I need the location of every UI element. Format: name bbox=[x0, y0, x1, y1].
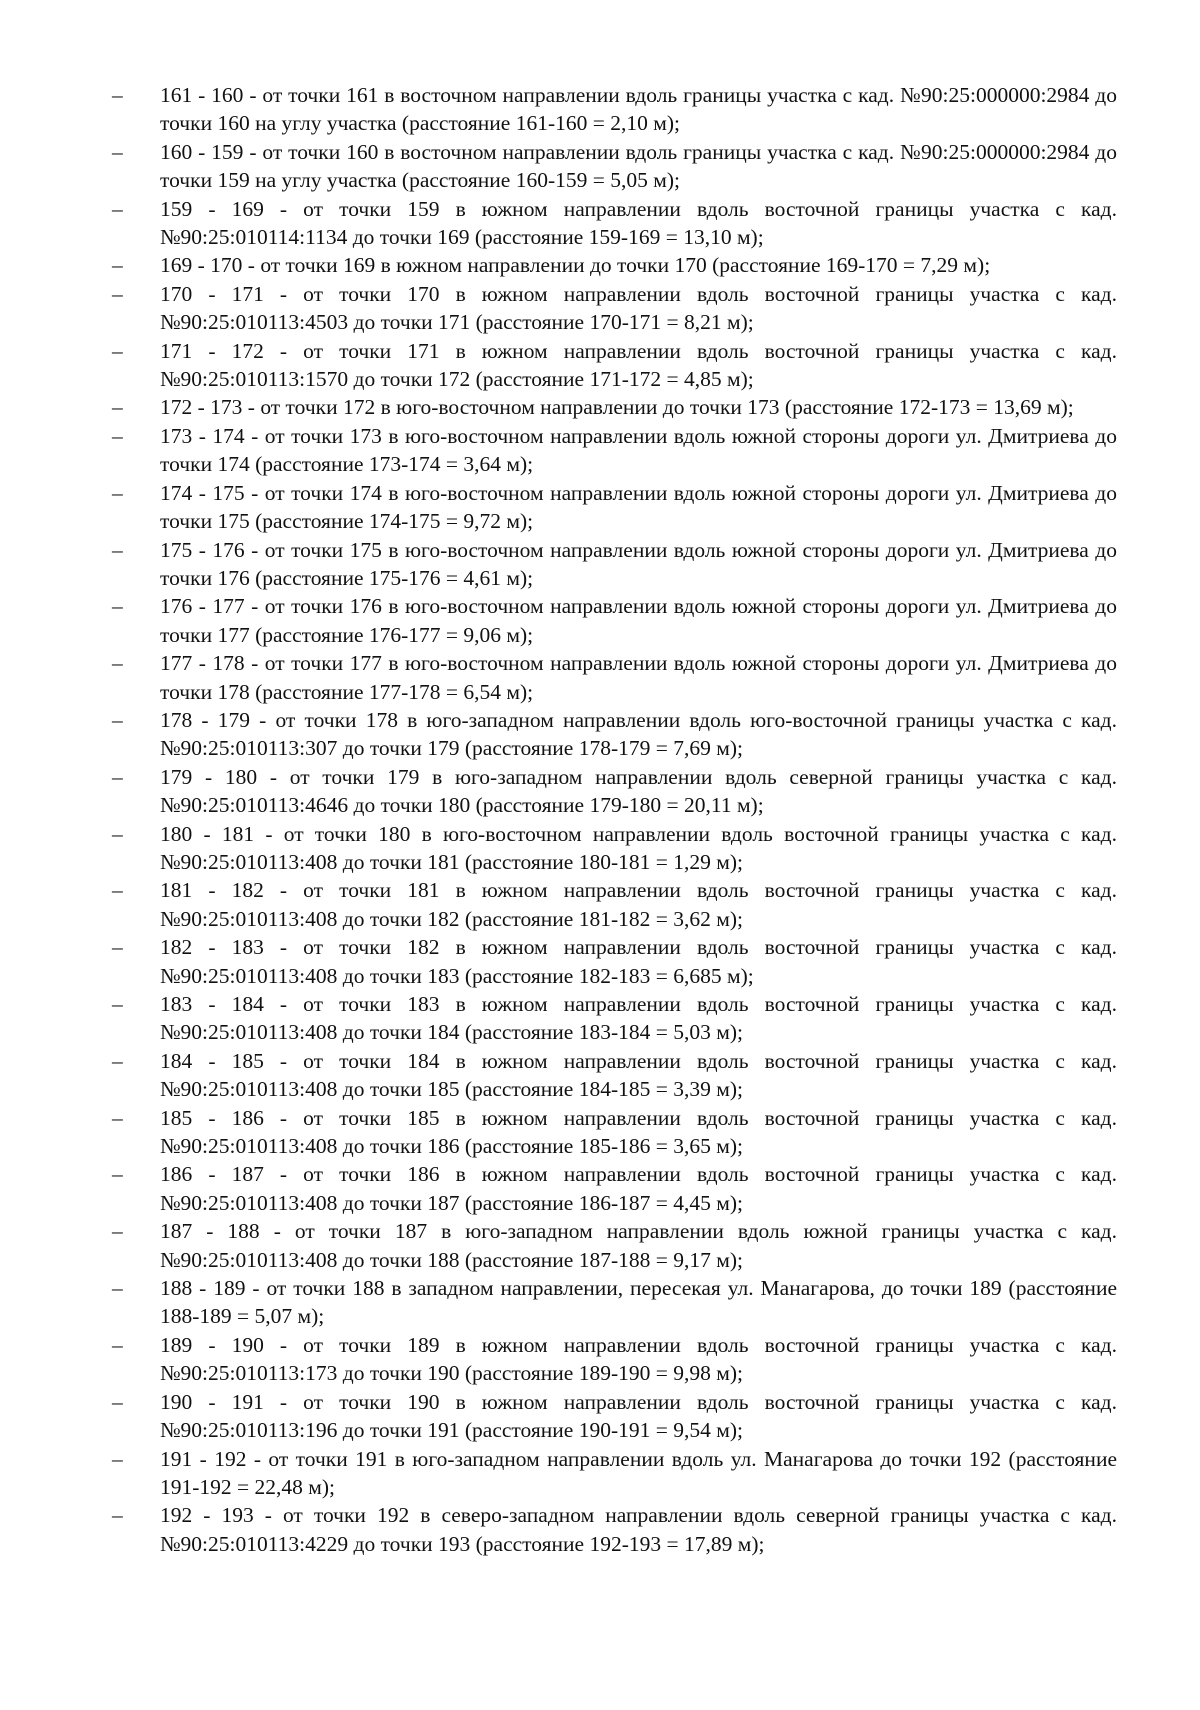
list-item bbox=[112, 649, 1117, 706]
list-item bbox=[112, 337, 1117, 394]
segment-description: 170 - 171 - от точки 170 в южном направлении вдоль восточной границы участка с кад. №90:25:010113:4503 до точки 171 (расстояние 170-171 = 8,21 м); bbox=[160, 281, 1117, 335]
list-item bbox=[112, 763, 1117, 820]
list-item bbox=[112, 706, 1117, 763]
list-bullet: – bbox=[112, 253, 123, 278]
list-item bbox=[112, 422, 1117, 479]
list-bullet: – bbox=[112, 764, 123, 789]
segment-description: 190 - 191 - от точки 190 в южном направлении вдоль восточной границы участка с кад. №90:25:010113:196 до точки 191 (расстояние 190-191 = 9,54 м); bbox=[160, 1389, 1117, 1443]
list-bullet: – bbox=[112, 395, 123, 420]
segment-description: 174 - 175 - от точки 174 в юго-восточном направлении вдоль южной стороны дороги ул. Дмитриева до точки 175 (расстояние 174-175 = 9,72 м); bbox=[160, 480, 1117, 534]
list-item bbox=[112, 1274, 1117, 1331]
segment-description: 159 - 169 - от точки 159 в южном направлении вдоль восточной границы участка с кад. №90:25:010114:1134 до точки 169 (расстояние 159-169 = 13,10 м); bbox=[160, 196, 1117, 250]
segment-description: 169 - 170 - от точки 169 в южном направлении до точки 170 (расстояние 169-170 = 7,29 м); bbox=[160, 253, 991, 278]
list-item bbox=[112, 1445, 1117, 1502]
segment-description: 182 - 183 - от точки 182 в южном направлении вдоль восточной границы участка с кад. №90:25:010113:408 до точки 183 (расстояние 182-183 = 6,685 м); bbox=[160, 935, 1117, 988]
list-bullet: – bbox=[112, 423, 123, 448]
segment-description: 185 - 186 - от точки 185 в южном направлении вдоль восточной границы участка с кад. №90:25:010113:408 до точки 186 (расстояние 185-186 = 3,65 м); bbox=[160, 1105, 1117, 1159]
segment-description: 189 - 190 - от точки 189 в южном направлении вдоль восточной границы участка с кад. №90:25:010113:173 до точки 190 (расстояние 189-190 = 9,98 м); bbox=[160, 1332, 1117, 1386]
list-item bbox=[112, 81, 1117, 138]
segment-description: 173 - 174 - от точки 173 в юго-восточном направлении вдоль южной стороны дороги ул. Дмитриева до точки 174 (расстояние 173-174 = 3,64 м); bbox=[160, 423, 1117, 477]
list-item bbox=[112, 195, 1117, 252]
boundary-segment-list bbox=[112, 81, 1117, 1558]
segment-description: 172 - 173 - от точки 172 в юго-восточном направлении до точки 173 (расстояние 172-173 = 13,69 м); bbox=[160, 395, 1074, 420]
list-item bbox=[112, 933, 1117, 990]
list-bullet: – bbox=[112, 821, 123, 846]
list-bullet: – bbox=[112, 1389, 123, 1414]
list-bullet: – bbox=[112, 651, 123, 676]
list-item bbox=[112, 1217, 1117, 1274]
list-bullet: – bbox=[112, 1446, 123, 1471]
list-bullet: – bbox=[112, 878, 123, 903]
segment-description: 177 - 178 - от точки 177 в юго-восточном направлении вдоль южной стороны дороги ул. Дмитриева до точки 178 (расстояние 177-178 = 6,54 м); bbox=[160, 651, 1117, 704]
list-bullet: – bbox=[112, 992, 123, 1016]
list-item bbox=[112, 479, 1117, 536]
list-item bbox=[112, 1501, 1117, 1558]
list-bullet: – bbox=[112, 338, 123, 363]
list-item bbox=[112, 251, 1117, 279]
segment-description: 178 - 179 - от точки 178 в юго-западном направлении вдоль юго-восточной границы участка с кад. №90:25:010113:307 до точки 179 (расстояние 178-179 = 7,69 м); bbox=[160, 707, 1117, 761]
list-bullet: – bbox=[112, 281, 123, 306]
list-bullet: – bbox=[112, 1162, 123, 1187]
list-item bbox=[112, 592, 1117, 649]
list-item bbox=[112, 1388, 1117, 1445]
list-item bbox=[112, 1104, 1117, 1161]
segment-description: 180 - 181 - от точки 180 в юго-восточном направлении вдоль восточной границы участка с кад. №90:25:010113:408 до точки 181 (расстояние 180-181 = 1,29 м); bbox=[160, 821, 1117, 874]
list-item bbox=[112, 1160, 1117, 1217]
list-bullet: – bbox=[112, 1503, 123, 1528]
list-bullet: – bbox=[112, 196, 123, 221]
segment-description: 171 - 172 - от точки 171 в южном направлении вдоль восточной границы участка с кад. №90:25:010113:1570 до точки 172 (расстояние 171-172 = 4,85 м); bbox=[160, 338, 1117, 392]
segment-description: 191 - 192 - от точки 191 в юго-западном направлении вдоль ул. Манагарова до точки 192 (расстояние 191-192 = 22,48 м); bbox=[160, 1446, 1117, 1499]
list-item bbox=[112, 280, 1117, 337]
list-bullet: – bbox=[112, 83, 123, 107]
segment-description: 175 - 176 - от точки 175 в юго-восточном направлении вдоль южной стороны дороги ул. Дмитриева до точки 176 (расстояние 175-176 = 4,61 м); bbox=[160, 537, 1117, 590]
segment-description: 161 - 160 - от точки 161 в восточном направлении вдоль границы участка с кад. №90:25:000000:2984 до точки 160 на углу участка (расстояние 161-160 = 2,10 м); bbox=[160, 83, 1117, 136]
list-bullet: – bbox=[112, 935, 123, 960]
segment-description: 188 - 189 - от точки 188 в западном направлении, пересекая ул. Манагарова, до точки 189 (расстояние 188-189 = 5,07 м); bbox=[160, 1276, 1117, 1329]
list-item bbox=[112, 393, 1117, 421]
list-item bbox=[112, 876, 1117, 933]
segment-description: 160 - 159 - от точки 160 в восточном направлении вдоль границы участка с кад. №90:25:000000:2984 до точки 159 на углу участка (расстояние 160-159 = 5,05 м); bbox=[160, 139, 1117, 193]
list-item bbox=[112, 536, 1117, 593]
segment-description: 186 - 187 - от точки 186 в южном направлении вдоль восточной границы участка с кад. №90:25:010113:408 до точки 187 (расстояние 186-187 = 4,45 м); bbox=[160, 1162, 1117, 1215]
list-bullet: – bbox=[112, 139, 123, 164]
segment-description: 181 - 182 - от точки 181 в южном направлении вдоль восточной границы участка с кад. №90:25:010113:408 до точки 182 (расстояние 181-182 = 3,62 м); bbox=[160, 878, 1117, 931]
list-bullet: – bbox=[112, 480, 123, 505]
list-item bbox=[112, 1047, 1117, 1104]
list-bullet: – bbox=[112, 1219, 123, 1244]
segment-description: 179 - 180 - от точки 179 в юго-западном направлении вдоль северной границы участка с кад. №90:25:010113:4646 до точки 180 (расстояние 179-180 = 20,11 м); bbox=[160, 764, 1117, 818]
list-bullet: – bbox=[112, 594, 123, 619]
list-bullet: – bbox=[112, 537, 123, 562]
segment-description: 176 - 177 - от точки 176 в юго-восточном направлении вдоль южной стороны дороги ул. Дмитриева до точки 177 (расстояние 176-177 = 9,06 м); bbox=[160, 594, 1117, 647]
list-bullet: – bbox=[112, 1105, 123, 1130]
segment-description: 183 - 184 - от точки 183 в южном направлении вдоль восточной границы участка с кад. №90:25:010113:408 до точки 184 (расстояние 183-184 = 5,03 м); bbox=[160, 992, 1117, 1045]
list-bullet: – bbox=[112, 1332, 123, 1357]
segment-description: 187 - 188 - от точки 187 в юго-западном направлении вдоль южной границы участка с кад. №90:25:010113:408 до точки 188 (расстояние 187-188 = 9,17 м); bbox=[160, 1219, 1117, 1272]
segment-description: 184 - 185 - от точки 184 в южном направлении вдоль восточной границы участка с кад. №90:25:010113:408 до точки 185 (расстояние 184-185 = 3,39 м); bbox=[160, 1048, 1117, 1102]
list-item bbox=[112, 138, 1117, 195]
list-bullet: – bbox=[112, 1048, 123, 1073]
list-bullet: – bbox=[112, 1276, 123, 1301]
list-item bbox=[112, 820, 1117, 877]
segment-description: 192 - 193 - от точки 192 в северо-западном направлении вдоль северной границы участка с кад. №90:25:010113:4229 до точки 193 (расстояние 192-193 = 17,89 м); bbox=[160, 1503, 1117, 1556]
list-item bbox=[112, 1331, 1117, 1388]
list-item bbox=[112, 990, 1117, 1047]
list-bullet: – bbox=[112, 707, 123, 732]
